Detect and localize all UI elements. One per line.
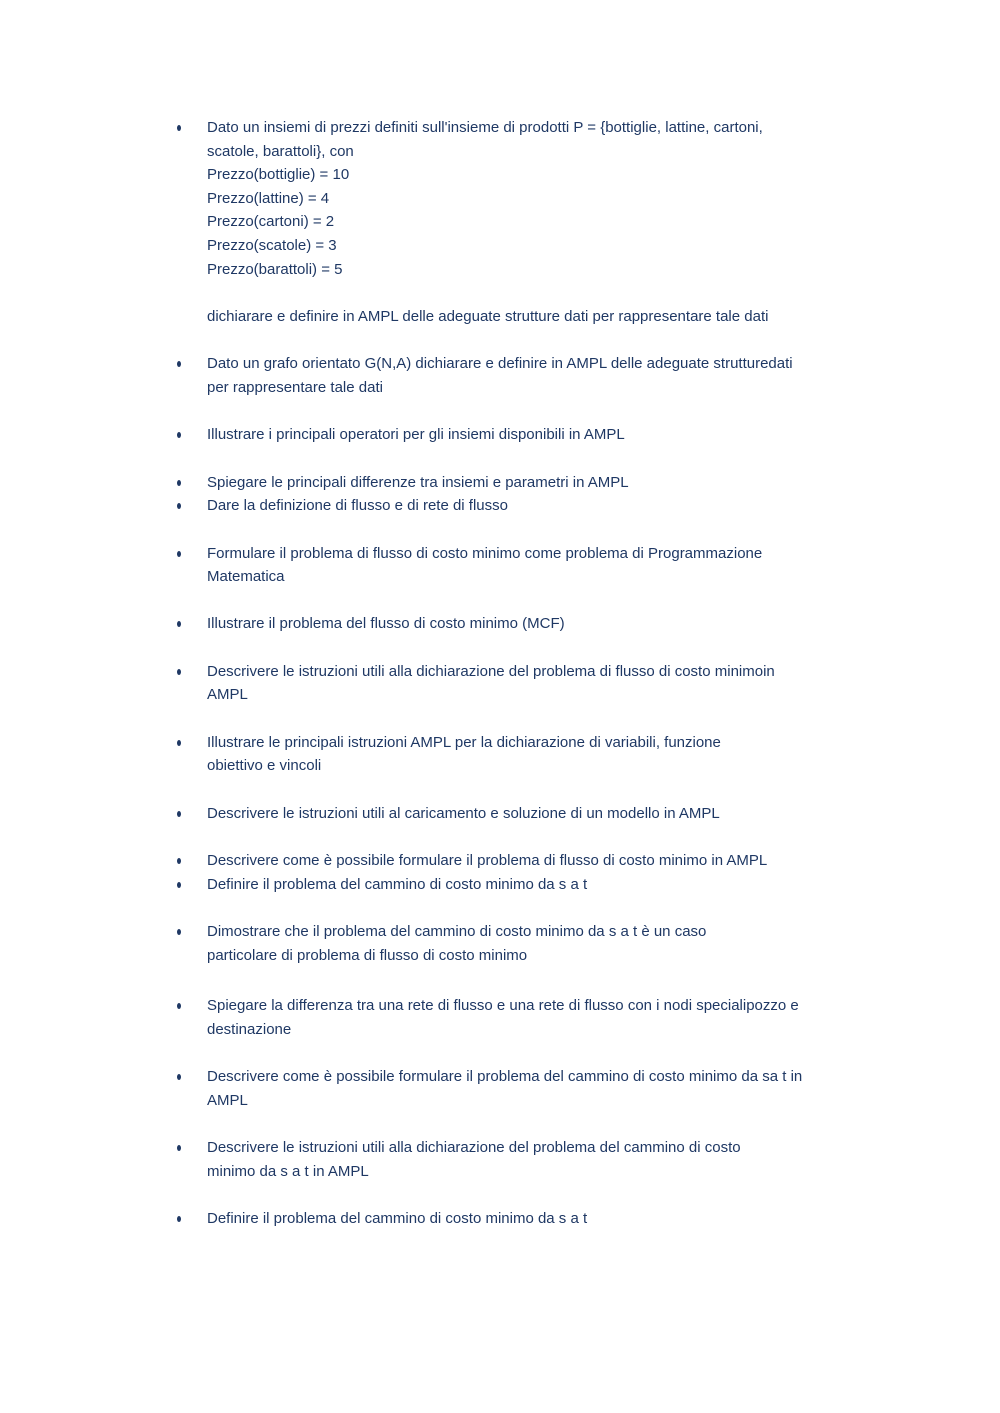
list-item (0, 612, 827, 636)
bullet-icon (177, 740, 181, 746)
list-item (0, 471, 827, 495)
price-line: Prezzo(scatole) = 3 (207, 236, 337, 254)
bullet-icon (177, 1003, 181, 1009)
list-item-line: Illustrare i principali operatori per gli insiemi disponibili in AMPL (207, 426, 625, 444)
bullet-icon (177, 882, 181, 888)
price-line: Prezzo(lattine) = 4 (207, 189, 330, 207)
list-item-line: Illustrare le principali istruzioni AMPL per la dichiarazione di variabili, funzione (207, 733, 721, 751)
list-item (0, 542, 827, 589)
price-line: Prezzo(cartoni) = 2 (207, 213, 335, 231)
bullet-icon (177, 503, 181, 509)
list-item (0, 920, 827, 967)
list-item-line: scatole, barattoli}, con (207, 142, 354, 160)
list-item (0, 352, 827, 399)
list-item-line: Definire il problema del cammino di costo minimo da s a t (207, 875, 588, 893)
bullet-icon (177, 125, 181, 131)
bullet-icon (177, 811, 181, 817)
list-item-line: Matematica (207, 568, 285, 586)
list-item-line: particolare di problema di flusso di costo minimo (207, 946, 528, 964)
list-item (0, 994, 827, 1041)
list-item-line: Descrivere come è possibile formulare il problema del cammino di costo minimo da sa t in (207, 1068, 803, 1086)
bullet-icon (177, 1216, 181, 1222)
list-item-line: destinazione (207, 1021, 292, 1038)
list-item (0, 116, 827, 328)
question-list (0, 116, 1000, 1231)
list-item (0, 1065, 827, 1112)
list-item (0, 1207, 827, 1231)
list-item-line: dichiarare e definire in AMPL delle adeguate strutture dati per rappresentare tale dati (207, 307, 769, 325)
list-item-line: Dare la definizione di flusso e di rete di flusso (207, 497, 508, 515)
list-item-line: Dimostrare che il problema del cammino di costo minimo da s a t è un caso (207, 923, 707, 941)
bullet-icon (177, 858, 181, 864)
bullet-icon (177, 1074, 181, 1080)
list-item-line: minimo da s a t in AMPL (207, 1162, 369, 1180)
list-item-line: obiettivo e vincoli (207, 757, 322, 775)
price-line: Prezzo(barattoli) = 5 (207, 260, 343, 278)
list-item (0, 494, 827, 518)
list-item-line: Descrivere come è possibile formulare il problema di flusso di costo minimo in AMPL (207, 852, 768, 870)
list-item-line: per rappresentare tale dati (207, 378, 383, 396)
list-item (0, 660, 827, 707)
bullet-icon (177, 480, 181, 486)
bullet-icon (177, 669, 181, 675)
list-item (0, 731, 827, 778)
list-item-line: Descrivere le istruzioni utili alla dichiarazione del problema di flusso di costo minimoin (207, 662, 775, 680)
list-item (0, 423, 827, 447)
list-item-line: AMPL (207, 686, 248, 704)
list-item-line: Descrivere le istruzioni utili al caricamento e soluzione di un modello in AMPL (207, 804, 720, 822)
list-item-line: Illustrare il problema del flusso di costo minimo (MCF) (207, 615, 565, 633)
list-item-line: Spiegare la differenza tra una rete di flusso e una rete di flusso con i nodi specialipozzo e (207, 997, 799, 1015)
list-item (0, 1136, 827, 1183)
list-item (0, 849, 827, 873)
bullet-icon (177, 1145, 181, 1151)
list-item-line: Spiegare le principali differenze tra insiemi e parametri in AMPL (207, 473, 629, 491)
price-line: Prezzo(bottiglie) = 10 (207, 166, 350, 184)
bullet-icon (177, 361, 181, 367)
list-item (0, 802, 827, 826)
list-item-line: Dato un grafo orientato G(N,A) dichiarare e definire in AMPL delle adeguate strutturedati (207, 355, 793, 373)
list-item (0, 873, 827, 897)
bullet-icon (177, 621, 181, 627)
list-item-line: Formulare il problema di flusso di costo minimo come problema di Programmazione (207, 544, 763, 562)
bullet-icon (177, 551, 181, 557)
bullet-icon (177, 929, 181, 935)
list-item-line: Descrivere le istruzioni utili alla dichiarazione del problema del cammino di costo (207, 1139, 741, 1157)
list-item-line: Dato un insiemi di prezzi definiti sull'insieme di prodotti P = {bottiglie, lattine, cartoni, (207, 119, 763, 136)
bullet-icon (177, 432, 181, 438)
list-item-line: AMPL (207, 1091, 248, 1109)
list-item-line: Definire il problema del cammino di costo minimo da s a t (207, 1210, 588, 1228)
